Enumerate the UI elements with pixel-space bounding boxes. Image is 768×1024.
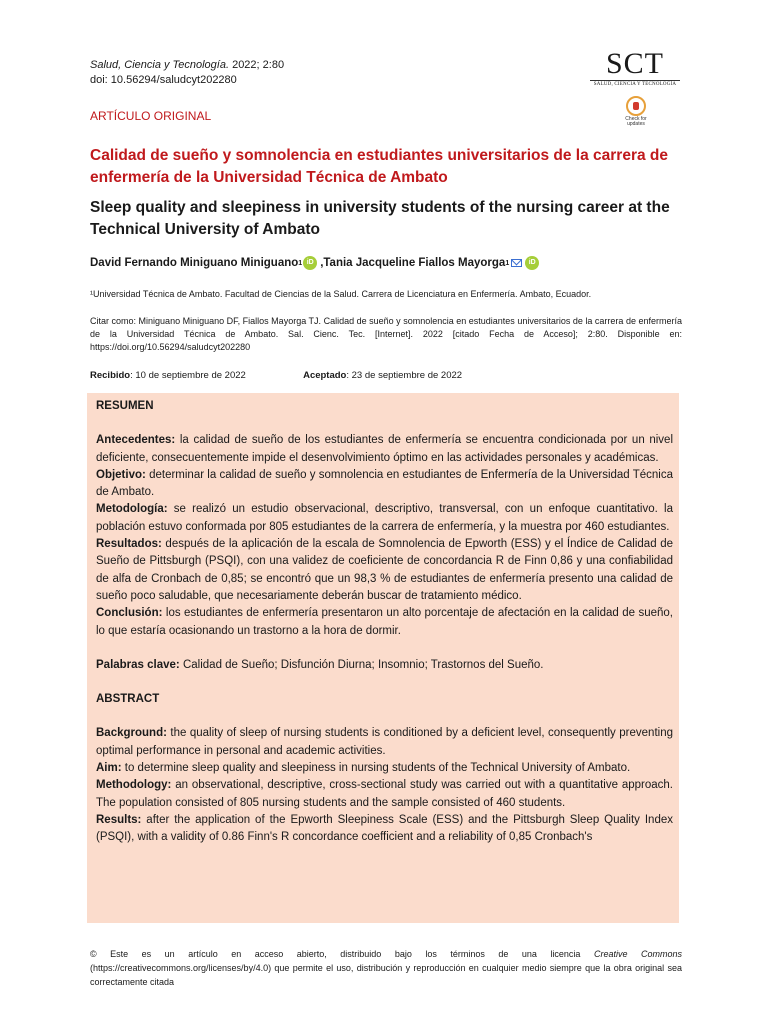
article-type: ARTÍCULO ORIGINAL	[90, 109, 212, 123]
check-for-updates-badge[interactable]	[621, 96, 651, 127]
dates	[90, 370, 462, 381]
journal-name: Salud, Ciencia y Tecnología.	[90, 59, 230, 71]
title-spanish: Calidad de sueño y somnolencia en estudiantes universitarios de la carrera de enfermería de la Universidad Técnica de Ambato	[90, 147, 669, 186]
license-name: Creative Commons	[593, 949, 682, 959]
abstract-heading: ABSTRACT	[96, 693, 160, 706]
license-footer: © Este es un artículo en acceso abierto, distribuido bajo los términos de una licencia Creative Commons (https://creativecommons.org/licenses/by/4.0) que permite el uso, distribución y reproducción en cualquier medio siempre que la obra original sea correctamente citada	[90, 949, 682, 987]
author-2-affil: 1	[505, 259, 510, 267]
email-icon[interactable]	[511, 259, 522, 267]
citation-text: Miniguano Miniguano DF, Fiallos Mayorga TJ. Calidad de sueño y somnolencia en estudiantes universitarios de la carrera de enfermería de la Universidad Técnica de Ambato. Sal. Cienc. Tec. [Internet]. 2022 [citado Fecha de Acceso]; 2:80. Disponible en: https://doi.org/10.56294/saludcyt202280	[90, 316, 682, 352]
citation-label: Citar como:	[90, 316, 137, 326]
resumen-resultados: Resultados: después de la aplicación de la escala de Somnolencia de Epworth (ESS) y el Índice de Calidad de Sueño de Pittsburgh (PSQI), con una validez de coeficiente de concordancia R de Finn 0,86 y una confiabilidad de alfa de Cronbach de 0,85; se encontró que un 98,3 % de estudiantes de enfermería presento una calidad de sueño poco saludable, que necesariamente deberán buscar de tratamiento médico.	[96, 538, 673, 602]
logo-text: SCT	[605, 47, 665, 80]
author-list	[90, 256, 542, 270]
abstract-aim: Aim: to determine sleep quality and sleepiness in nursing students of the Technical University of Ambato.	[96, 762, 631, 775]
received-date: : 10 de septiembre de 2022	[130, 370, 246, 381]
abstract-box	[87, 393, 679, 923]
journal-logo	[590, 47, 680, 87]
author-2-name: Tania Jacqueline Fiallos Mayorga	[323, 257, 506, 269]
journal-info	[90, 58, 284, 88]
author-1-name: David Fernando Miniguano Miniguano	[90, 257, 299, 269]
accepted-date: : 23 de septiembre de 2022	[346, 370, 463, 381]
resumen-objetivo: Objetivo: determinar la calidad de sueño y somnolencia en estudiantes de Enfermería de la Universidad Técnica de Ambato.	[96, 468, 673, 499]
abstract-background: Background: the quality of sleep of nursing students is conditioned by a deficient level, consequently preventing optimal performance in personal and academic activities.	[96, 727, 673, 757]
check-updates-icon	[626, 96, 646, 116]
accepted-label: Aceptado	[303, 370, 347, 381]
author-separator: ,	[320, 257, 324, 269]
title-english: Sleep quality and sleepiness in university students of the nursing career at the Technical University of Ambato	[90, 199, 670, 238]
resumen-heading: RESUMEN	[96, 400, 154, 412]
abstract-methodology: Methodology: an observational, descriptive, cross-sectional study was carried out with a quantitative approach. The population consisted of 805 nursing students and the sample consisted of 460 students.	[96, 779, 673, 809]
citation	[90, 315, 682, 354]
logo-subtitle: SALUD, CIENCIA Y TECNOLOGÍA	[590, 80, 680, 87]
check-updates-label: Check for updates	[625, 116, 647, 127]
affiliation: ¹Universidad Técnica de Ambato. Facultad de Ciencias de la Salud. Carrera de Licenciatura en Enfermería. Ambato, Ecuador.	[90, 289, 592, 299]
journal-meta: 2022; 2:80	[229, 59, 285, 71]
orcid-icon[interactable]: iD	[525, 256, 539, 270]
author-1-affil: 1	[298, 259, 303, 267]
abstract-results: Results: after the application of the Epworth Sleepiness Scale (ESS) and the Pittsburgh Sleep Quality Index (PSQI), with a validity of 0.86 Finn's R concordance coefficient and a reliability of 0,85 Cronbach's	[96, 813, 673, 844]
resumen-metodologia: Metodología: se realizó un estudio observacional, descriptivo, transversal, con un enfoque cuantitativo. la población estuvo conformada por 805 estudiantes de la carrera de enfermería, y la muestra por 460 estudiantes.	[96, 503, 673, 533]
doi[interactable]: doi: 10.56294/saludcyt202280	[90, 74, 237, 86]
resumen-conclusion: Conclusión: los estudiantes de enfermería presentaron un alto porcentaje de afectación en la calidad de sueño, lo que estaría ocasionando un trastorno a la hora de dormir.	[96, 607, 673, 637]
resumen-keywords: Palabras clave: Calidad de Sueño; Disfunción Diurna; Insomnio; Trastornos del Sueño.	[96, 658, 544, 671]
received-label: Recibido	[90, 370, 131, 381]
resumen-antecedentes: Antecedentes: la calidad de sueño de los estudiantes de enfermería se encuentra condicionada por un nivel deficiente, consecuentemente impide el desenvolvimiento óptimo en las actividades personales y académicas.	[96, 434, 673, 464]
orcid-icon[interactable]: iD	[303, 256, 317, 270]
